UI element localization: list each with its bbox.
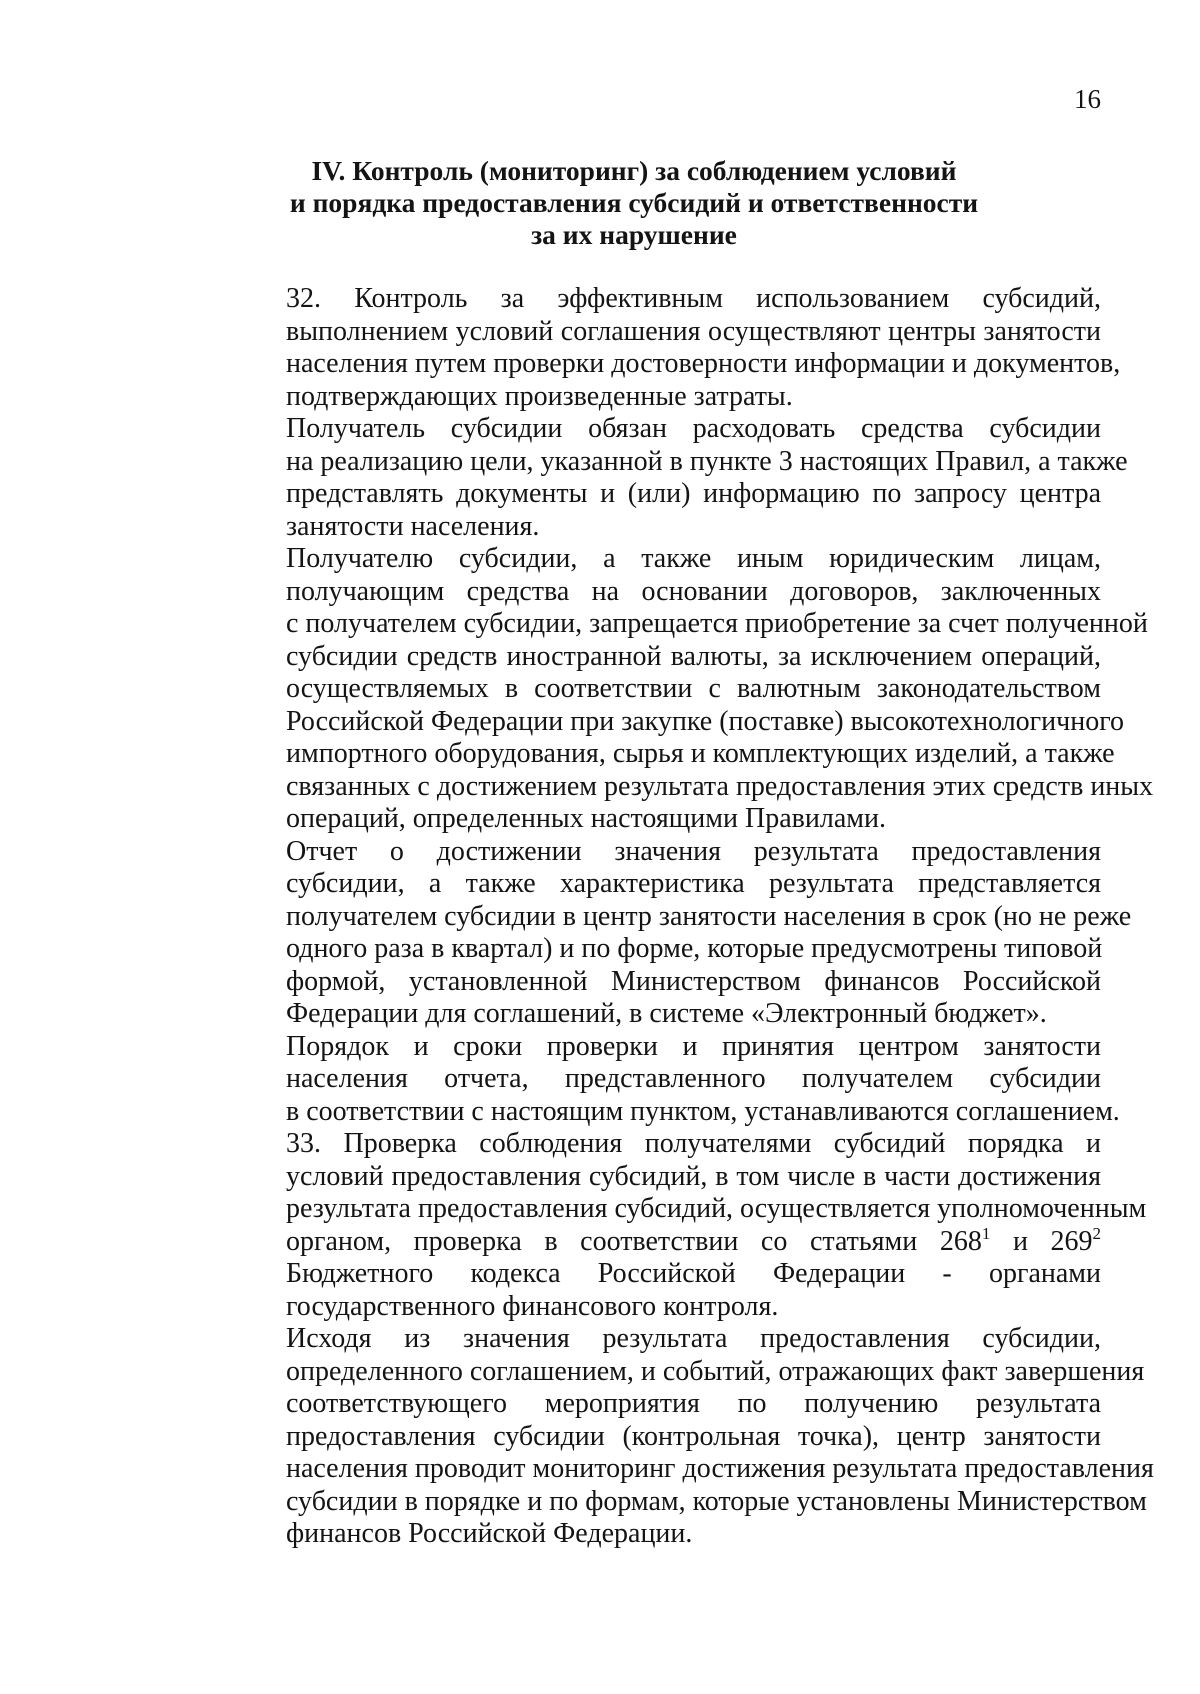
article-superscript: 2	[1092, 1223, 1102, 1243]
text-line: предоставления субсидии (контрольная точка), центр занятости	[286, 1420, 1101, 1452]
paragraph-32	[218, 283, 1121, 413]
text-line: субсидии средств иностранной валюты, за исключением операций,	[286, 640, 1101, 672]
text-line: населения проводит мониторинг достижения результата предоставления	[286, 1453, 1154, 1484]
text-line: определенного соглашением, и событий, отражающих факт завершения	[286, 1355, 1145, 1387]
article-number: 268	[939, 1225, 982, 1257]
page-number: 16	[1074, 84, 1101, 114]
text-line: Бюджетного кодекса Российской Федерации - органами	[286, 1258, 1101, 1289]
article-number: 269	[1050, 1225, 1093, 1257]
text-line: государственного финансового контроля.	[286, 1290, 779, 1322]
text-line: населения отчета, представленного получателем субсидии	[286, 1063, 1101, 1094]
text-line: с получателем субсидии, запрещается приобретение за счет полученной	[286, 608, 1148, 639]
text-line: Российской Федерации при закупке (поставке) высокотехнологичного	[286, 705, 1125, 737]
text-line: импортного оборудования, сырья и комплектующих изделий, а также	[286, 738, 1115, 769]
heading-line: IV. Контроль (мониторинг) за соблюдением условий	[311, 155, 957, 186]
text-line: Отчет о достижении значения результата предоставления	[286, 835, 1101, 867]
text-fragment: и	[1012, 1225, 1028, 1257]
paragraph-report	[218, 835, 1132, 1031]
text-line: одного раза в квартал) и по форме, которые предусмотрены типовой	[286, 933, 1103, 964]
text-line: получателем субсидии в центр занятости населения в срок (но не реже	[286, 900, 1132, 932]
text-line: субсидии в порядке и по формам, которые установлены Министерством	[286, 1485, 1147, 1517]
text-line: субсидии, а также характеристика результата представляется	[286, 868, 1101, 899]
text-line: связанных с достижением результата предоставления этих средств иных	[286, 770, 1154, 802]
paragraph-currency-prohibition	[218, 543, 1154, 836]
text-line: подтверждающих произведенные затраты.	[286, 380, 793, 412]
document-body	[218, 283, 1154, 1551]
heading-line: и порядка предоставления субсидий и ответственности	[289, 187, 979, 218]
heading-line: за их нарушение	[531, 219, 737, 250]
text-line: Порядок и сроки проверки и принятия центром занятости	[286, 1030, 1101, 1062]
paragraph-verification-procedure	[218, 1030, 1120, 1129]
text-line: финансов Российской Федерации.	[286, 1518, 693, 1549]
text-line: на реализацию цели, указанной в пункте 3 настоящих Правил, а также	[286, 445, 1128, 477]
text-line: соответствующего мероприятия по получению результата	[286, 1388, 1101, 1419]
text-line: Получатель субсидии обязан расходовать средства субсидии	[286, 413, 1101, 444]
paragraph-monitoring	[218, 1323, 1154, 1551]
text-line: Получателю субсидии, а также иным юридическим лицам,	[286, 543, 1101, 574]
text-line: получающим средства на основании договоров, заключенных	[286, 575, 1101, 607]
text-line: выполнением условий соглашения осуществляют центры занятости	[286, 315, 1101, 347]
text-line: Федерации для соглашений, в системе «Электронный бюджет».	[286, 998, 1047, 1029]
text-line: Исходя из значения результата предоставления субсидии,	[286, 1323, 1101, 1354]
paragraph-recipient-obligation	[218, 413, 1128, 543]
text-line: 32. Контроль за эффективным использованием субсидий,	[286, 283, 1101, 314]
text-line: представлять документы и (или) информацию по запросу центра	[286, 478, 1101, 509]
text-line: занятости населения.	[286, 510, 540, 542]
text-line: осуществляемых в соответствии с валютным законодательством	[286, 673, 1101, 704]
text-line: в соответствии с настоящим пунктом, устанавливаются соглашением.	[286, 1095, 1120, 1127]
text-fragment: органом, проверка в соответствии со статьями	[286, 1225, 918, 1257]
text-line: 33. Проверка соблюдения получателями субсидий порядка и	[286, 1128, 1101, 1159]
text-line: операций, определенных настоящими Правилами.	[286, 803, 886, 834]
section-heading	[200, 155, 1068, 251]
text-line-with-articles	[218, 1223, 1102, 1259]
text-line: результата предоставления субсидий, осуществляется уполномоченным	[286, 1193, 1147, 1224]
text-line: условий предоставления субсидий, в том числе в части достижения	[286, 1160, 1101, 1192]
text-line: населения путем проверки достоверности информации и документов,	[286, 348, 1121, 379]
paragraph-33	[218, 1128, 1147, 1323]
text-line: формой, установленной Министерством финансов Российской	[286, 965, 1101, 997]
article-superscript: 1	[981, 1223, 991, 1243]
